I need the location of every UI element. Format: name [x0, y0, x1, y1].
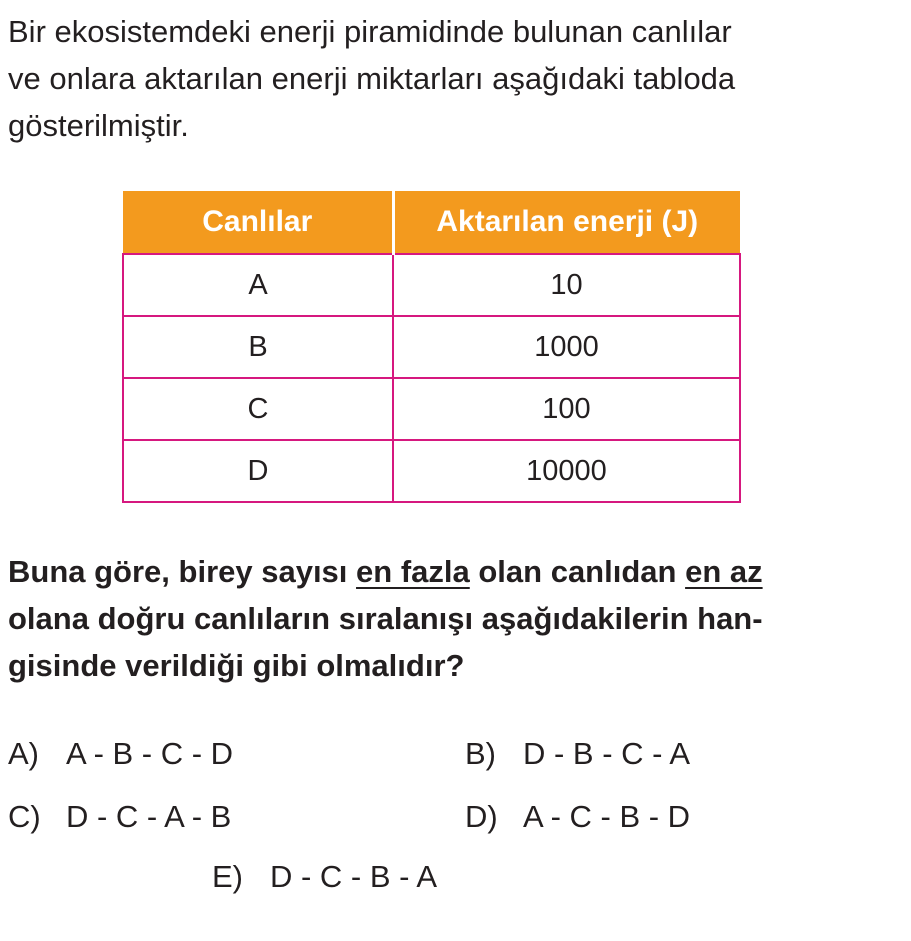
answer-option-d[interactable] [465, 797, 690, 837]
energy-table [122, 191, 741, 503]
header-organisms: Canlılar [123, 191, 393, 254]
energy-cell: 100 [393, 378, 740, 440]
intro-line-2: ve onlara aktarılan enerji miktarları aşağıdaki tabloda [8, 61, 736, 96]
energy-table-container [122, 191, 739, 503]
answer-option-e[interactable] [212, 857, 437, 897]
option-letter: B) [465, 736, 496, 771]
option-text: D - C - A - B [66, 799, 232, 834]
organism-cell: C [123, 378, 393, 440]
option-letter: C) [8, 799, 41, 834]
answer-option-c[interactable] [8, 797, 231, 837]
intro-line-3: gösterilmiştir. [8, 108, 189, 143]
option-text: A - B - C - D [66, 736, 234, 771]
option-text: D - C - B - A [270, 859, 438, 894]
option-letter: A) [8, 736, 39, 771]
question-intro [8, 8, 888, 149]
energy-cell: 10000 [393, 440, 740, 502]
underlined-most: en fazla [356, 554, 470, 589]
question-stem [8, 548, 888, 689]
table-row [123, 254, 740, 316]
answer-option-a[interactable] [8, 734, 233, 774]
option-letter: D) [465, 799, 498, 834]
header-transferred-energy: Aktarılan enerji (J) [393, 191, 740, 254]
table-row [123, 378, 740, 440]
question-line-3: gisinde verildiği gibi olmalıdır? [8, 648, 465, 683]
question-line-2: olana doğru canlıların sıralanışı aşağıdakilerin han- [8, 601, 763, 636]
table-row [123, 316, 740, 378]
energy-cell: 10 [393, 254, 740, 316]
table-row [123, 440, 740, 502]
organism-cell: A [123, 254, 393, 316]
question-text: olan canlıdan [469, 554, 686, 589]
underlined-least: en az [685, 554, 763, 589]
option-letter: E) [212, 859, 243, 894]
question-line-1 [8, 548, 888, 595]
organism-cell: D [123, 440, 393, 502]
intro-line-1: Bir ekosistemdeki enerji piramidinde bulunan canlılar [8, 14, 732, 49]
option-text: D - B - C - A [523, 736, 691, 771]
option-text: A - C - B - D [523, 799, 691, 834]
answer-option-b[interactable] [465, 734, 690, 774]
question-text: Buna göre, birey sayısı [8, 554, 357, 589]
table-header-row [123, 191, 740, 254]
energy-cell: 1000 [393, 316, 740, 378]
organism-cell: B [123, 316, 393, 378]
